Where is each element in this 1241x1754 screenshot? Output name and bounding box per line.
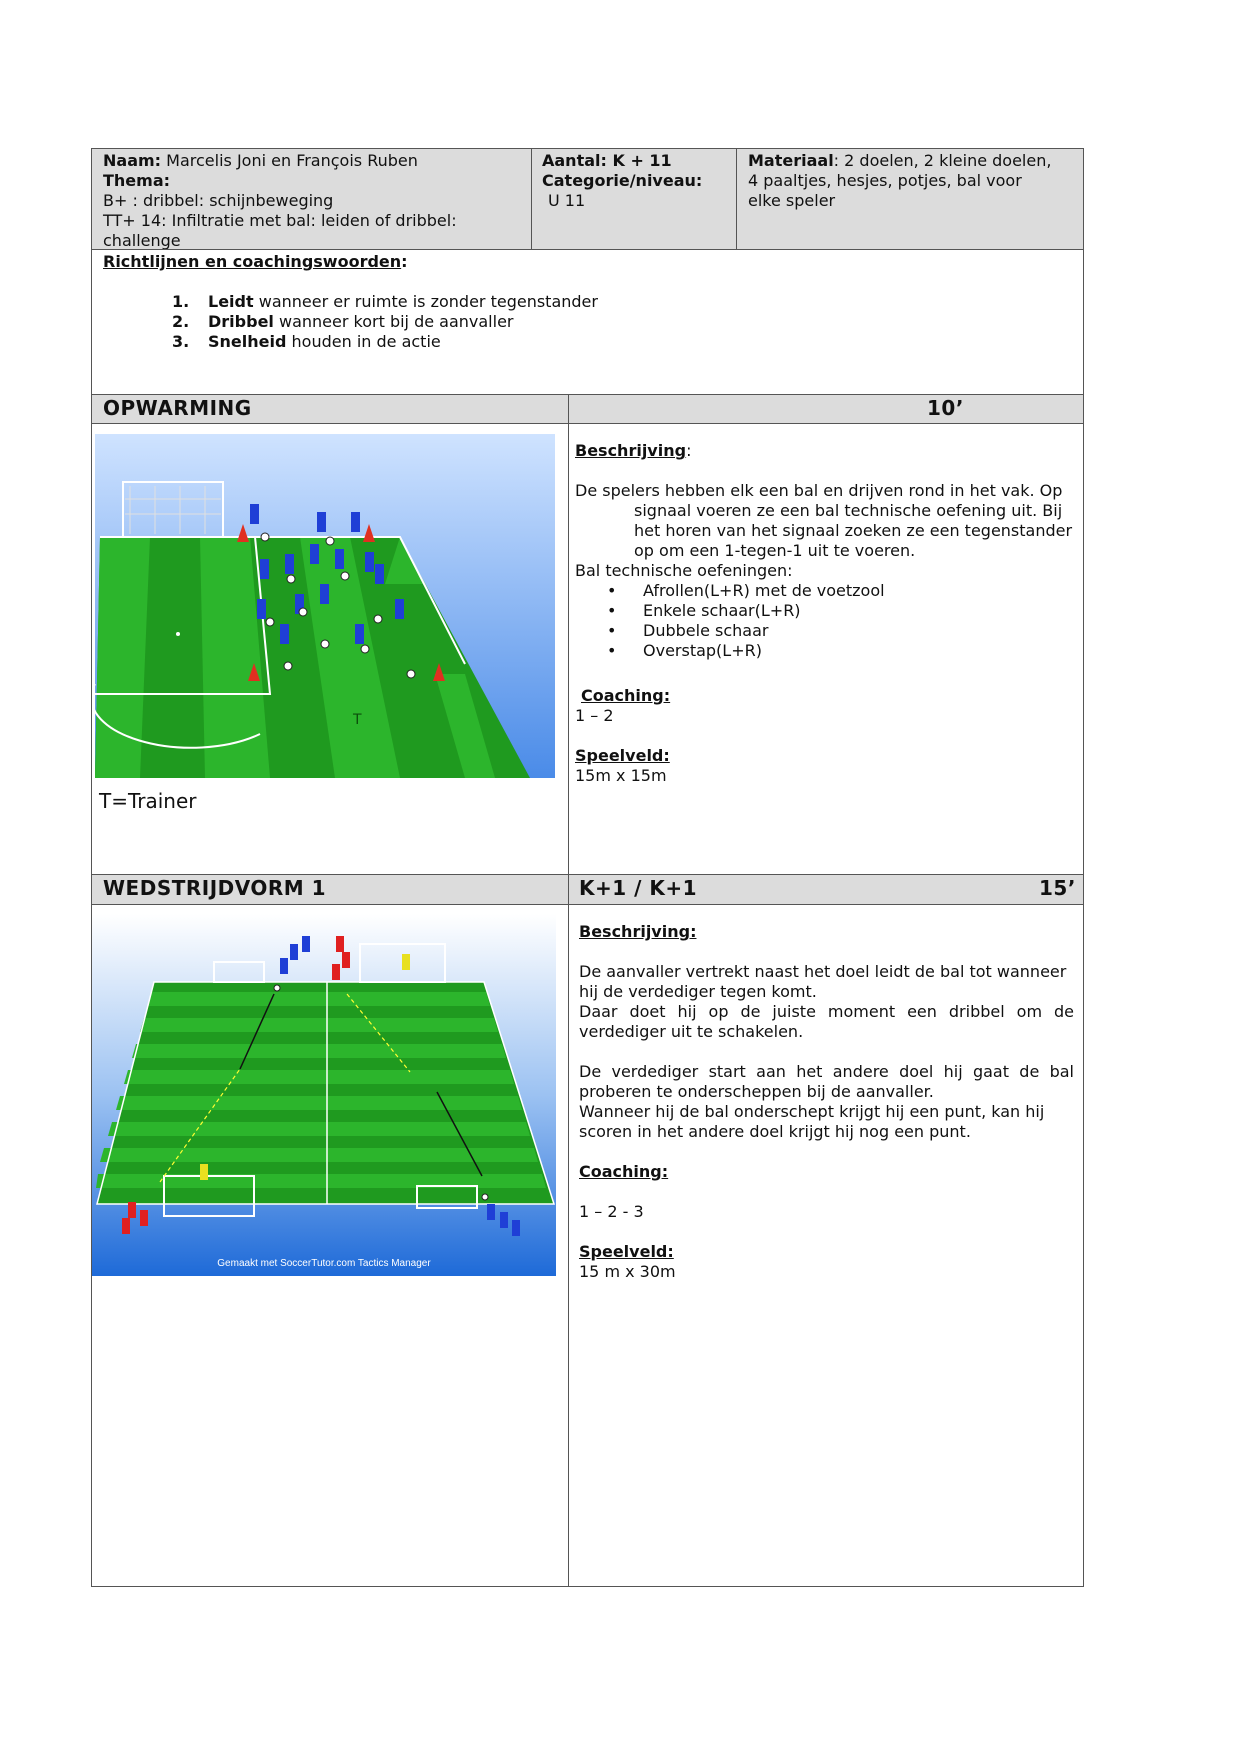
categorie-label: Categorie/niveau: — [542, 171, 703, 190]
opwarming-header-right — [568, 394, 1084, 424]
wedstrijdvorm-header-left — [91, 874, 569, 905]
desc-line: signaal voeren ze een bal technische oefening uit. Bij — [634, 501, 1063, 520]
wedstrijdvorm-diagram — [92, 914, 556, 1276]
list-item: • Enkele schaar(L+R) — [569, 601, 885, 621]
naam-line: Naam: Marcelis Joni en François Ruben — [103, 151, 418, 170]
richtlijnen-title: Richtlijnen en coachingswoorden: — [103, 252, 408, 271]
naam-thema-cell — [91, 148, 532, 250]
coaching-value: 1 – 2 - 3 — [579, 1202, 644, 1221]
desc-line: verdediger uit te schakelen. — [579, 1022, 804, 1041]
wedstrijdvorm-time: 15’ — [1039, 876, 1076, 900]
materiaal-cell — [736, 148, 1084, 250]
aantal-label: Aantal: K + 11 — [542, 151, 672, 170]
richtlijnen-cell — [91, 249, 1084, 395]
oefeningen-list — [569, 581, 885, 661]
desc-line: De verdediger start aan het andere doel hij gaat de bal — [579, 1062, 1074, 1081]
desc-line: Wanneer hij de bal onderschept krijgt hij een punt, kan hij — [579, 1102, 1045, 1121]
speelveld-label: Speelveld: — [575, 746, 670, 765]
thema-line-1: B+ : dribbel: schijnbeweging — [103, 191, 334, 210]
desc-line: het horen van het signaal zoeken ze een tegenstander — [634, 521, 1073, 540]
trainer-mark: T — [353, 712, 362, 728]
opwarming-diagram — [95, 434, 555, 778]
categorie-value: U 11 — [548, 191, 586, 210]
diagram-watermark: Gemaakt met SoccerTutor.com Tactics Manager — [217, 1258, 431, 1269]
wedstrijdvorm-text-cell — [568, 904, 1084, 1587]
oefeningen-label: Bal technische oefeningen: — [575, 561, 793, 580]
desc-line: scoren in het andere doel krijgt hij nog een punt. — [579, 1122, 971, 1141]
aantal-cell — [531, 148, 737, 250]
desc-line: hij de verdediger tegen komt. — [579, 982, 817, 1001]
beschrijving-label: Beschrijving: — [575, 441, 692, 460]
beschrijving-label: Beschrijving: — [579, 922, 697, 941]
list-item: 2. Dribbel wanneer kort bij de aanvaller — [172, 312, 514, 331]
speelveld-value: 15 m x 30m — [579, 1262, 676, 1281]
desc-line: De spelers hebben elk een bal en drijven rond in het vak. Op — [575, 481, 1063, 500]
list-item: • Afrollen(L+R) met de voetzool — [569, 581, 885, 601]
desc-line: De aanvaller vertrekt naast het doel leidt de bal tot wanneer — [579, 962, 1067, 981]
speelveld-label: Speelveld: — [579, 1242, 674, 1261]
opwarming-text-cell — [568, 423, 1084, 875]
desc-line: op om een 1-tegen-1 uit te voeren. — [634, 541, 916, 560]
coaching-label: Coaching: — [581, 686, 671, 705]
desc-line: Daar doet hij op de juiste moment een dribbel om de — [579, 1002, 1074, 1021]
trainer-caption: T=Trainer — [99, 789, 197, 813]
opwarming-diagram-cell — [91, 423, 569, 875]
thema-line-2: TT+ 14: Infiltratie met bal: leiden of dribbel: — [103, 211, 457, 230]
thema-line-3: challenge — [103, 231, 181, 250]
materiaal-line-3: elke speler — [748, 191, 836, 210]
list-item: • Dubbele schaar — [569, 621, 885, 641]
list-item: • Overstap(L+R) — [569, 641, 885, 661]
coaching-value: 1 – 2 — [575, 706, 614, 725]
opwarming-title: OPWARMING — [103, 396, 252, 420]
materiaal-line-1: Materiaal: 2 doelen, 2 kleine doelen, — [748, 151, 1052, 170]
list-item: 1. Leidt wanneer er ruimte is zonder tegenstander — [172, 292, 598, 311]
coaching-word-list — [172, 292, 598, 352]
materiaal-line-2: 4 paaltjes, hesjes, potjes, bal voor — [748, 171, 1022, 190]
coaching-label: Coaching: — [579, 1162, 669, 1181]
wedstrijdvorm-title: WEDSTRIJDVORM 1 — [103, 876, 327, 900]
opwarming-header-left — [91, 394, 569, 424]
wedstrijdvorm-diagram-cell — [91, 904, 569, 1587]
wedstrijdvorm-format: K+1 / K+1 — [579, 876, 698, 900]
wedstrijdvorm-header-right — [568, 874, 1084, 905]
thema-label: Thema: — [103, 171, 171, 190]
opwarming-time: 10’ — [927, 396, 964, 420]
desc-line: proberen te onderscheppen bij de aanvaller. — [579, 1082, 934, 1101]
list-item: 3. Snelheid houden in de actie — [172, 332, 441, 351]
speelveld-value: 15m x 15m — [575, 766, 667, 785]
